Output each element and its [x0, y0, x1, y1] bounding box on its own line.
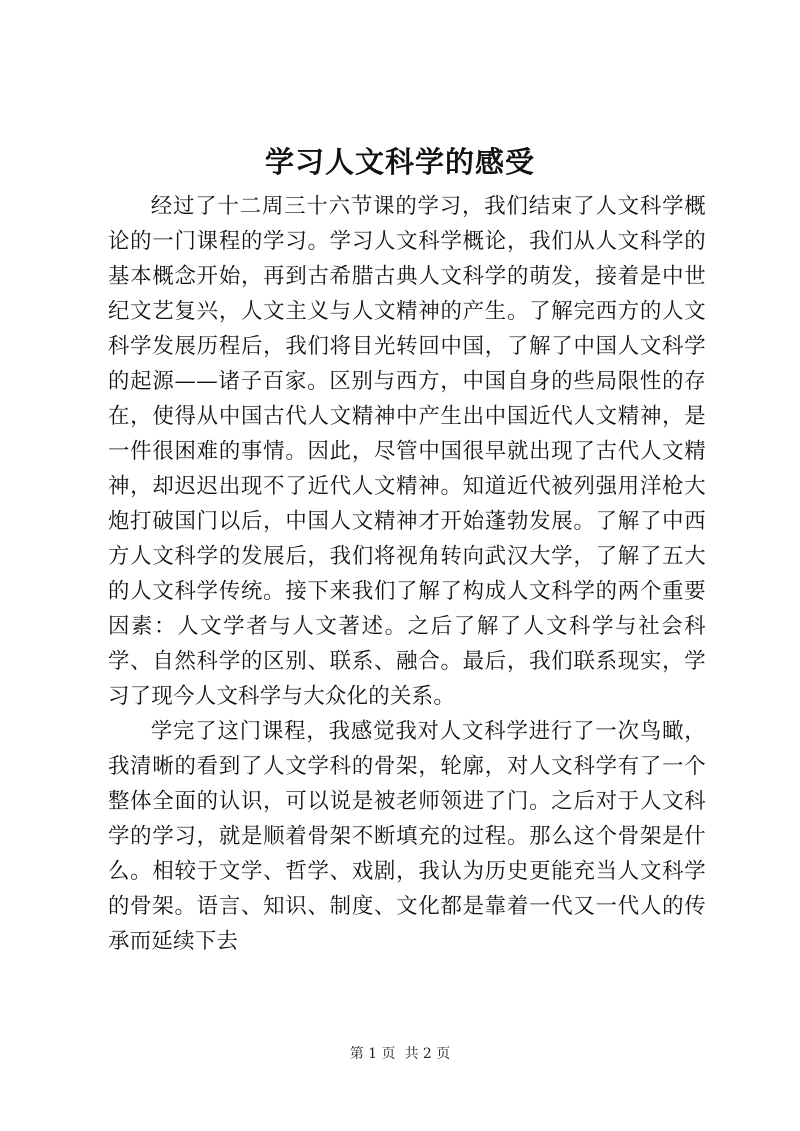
document-title: 学习人文科学的感受 [264, 145, 535, 179]
page-footer [0, 1044, 800, 1064]
page-number-label: 第 1 页 共 2 页 [349, 1046, 451, 1062]
paragraph-1: 经过了十二周三十六节课的学习，我们结束了人文科学概论的一门课程的学习。学习人文科学概论，我们从人文科学的基本概念开始，再到古希腊古典人文科学的萌发，接着是中世纪文艺复兴，人文主义与人文精神的产生。了解完西方的人文科学发展历程后，我们将目光转回中国，了解了中国人文科学的起源——诸子百家。区别与西方，中国自身的些局限性的存在，使得从中国古代人文精神中产生出中国近代人文精神，是一件很困难的事情。因此，尽管中国很早就出现了古代人文精神，却迟迟出现不了近代人文精神。知道近代被列强用洋枪大炮打破国门以后，中国人文精神才开始蓬勃发展。了解了中西方人文科学的发展后，我们将视角转向武汉大学，了解了五大的人文科学传统。接下来我们了解了构成人文科学的两个重要因素：人文学者与人文著述。之后了解了人文科学与社会科学、自然科学的区别、联系、融合。最后，我们联系现实，学习了现今人文科学与大众化的关系。 [108, 194, 706, 709]
document-body [108, 189, 706, 959]
paragraph-2: 学完了这门课程，我感觉我对人文科学进行了一次鸟瞰，我清晰的看到了人文学科的骨架，轮廓，对人文科学有了一个整体全面的认识，可以说是被老师领进了门。之后对于人文科学的学习，就是顺着骨架不断填充的过程。那么这个骨架是什么。相较于文学、哲学、戏剧，我认为历史更能充当人文科学的骨架。语言、知识、制度、文化都是靠着一代又一代人的传承而延续下去 [108, 719, 706, 954]
